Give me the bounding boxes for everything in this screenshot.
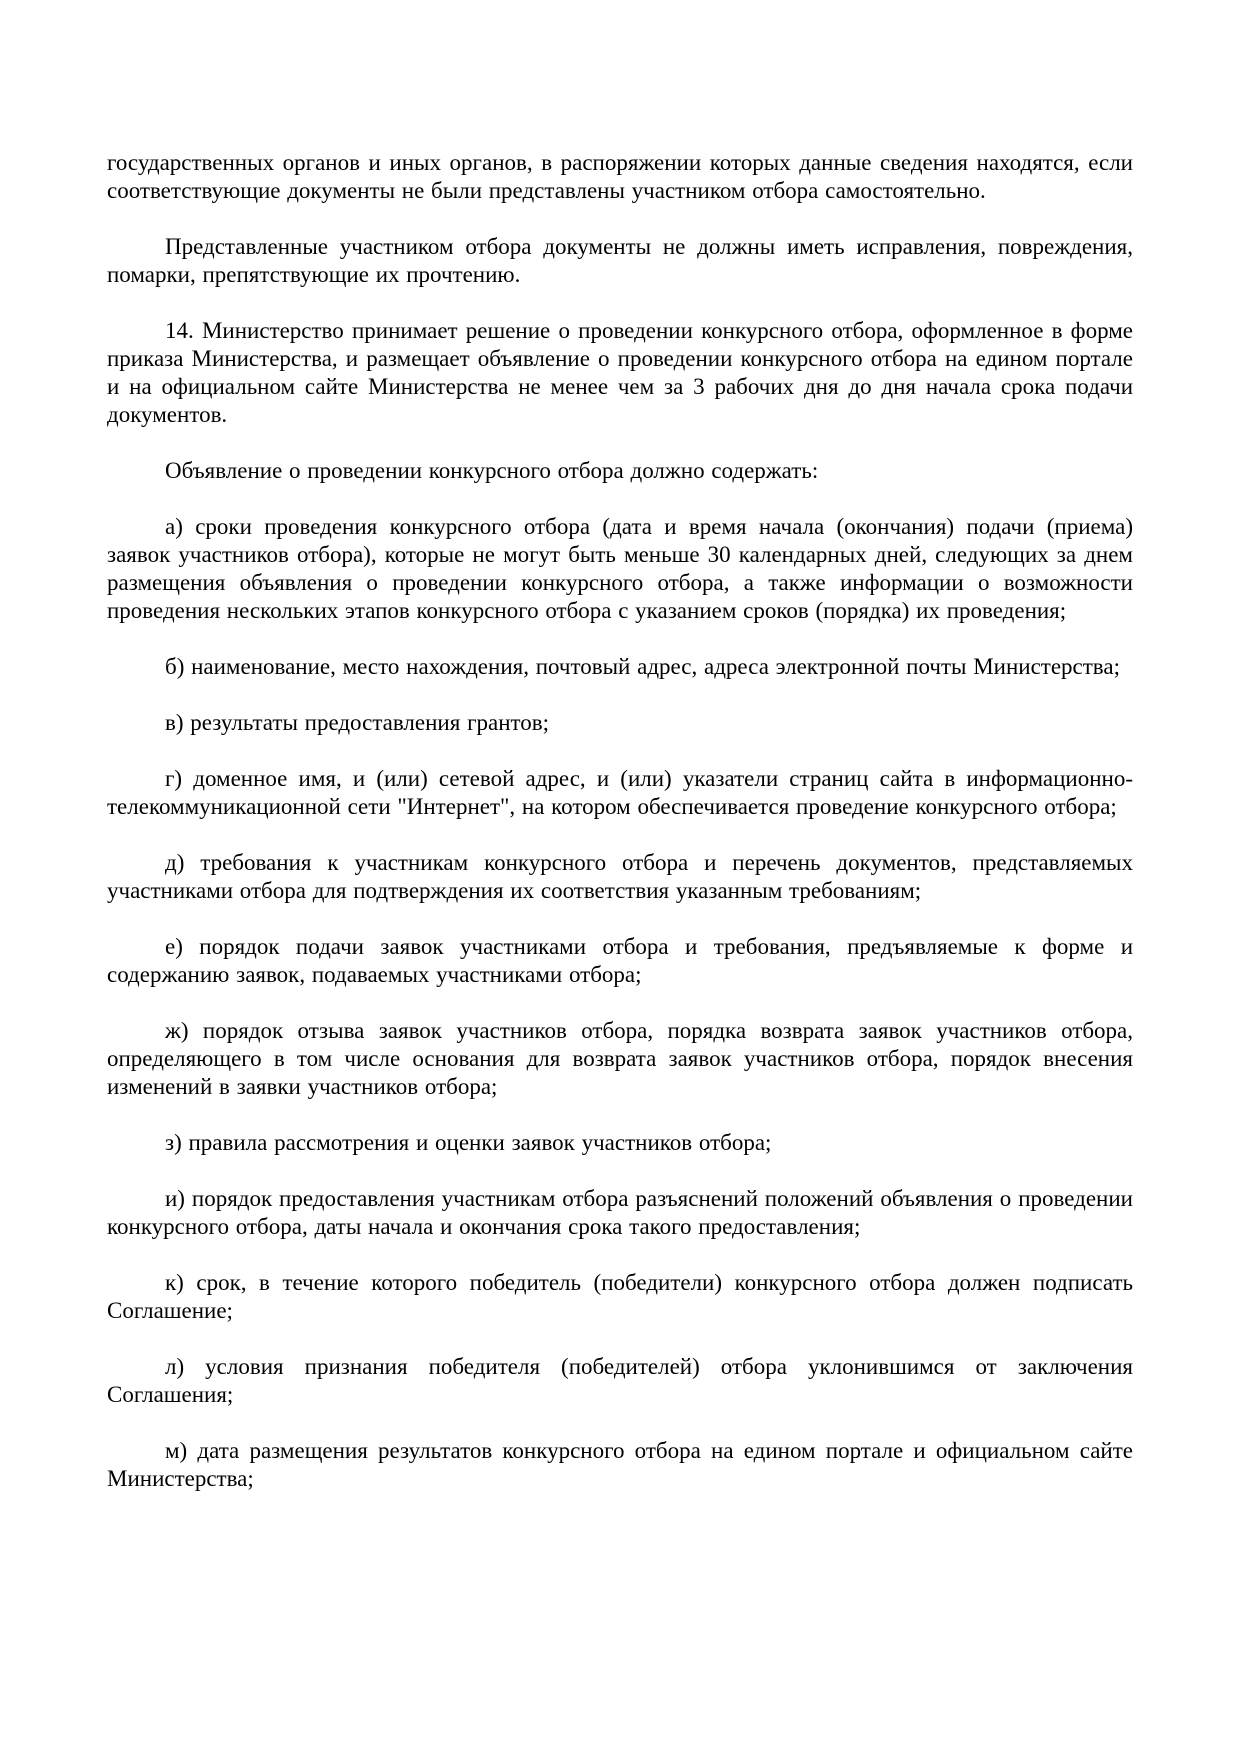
clause-k: к) срок, в течение которого победитель (победители) конкурсного отбора должен подписать Соглашение; — [107, 1270, 1133, 1323]
clause-zh: ж) порядок отзыва заявок участников отбора, порядка возврата заявок участников отбора, определяющего в том числе основания для возврата заявок участников отбора, порядок внесения изменений в заявки участников отбора; — [107, 1018, 1133, 1099]
paragraph-announcement-intro: Объявление о проведении конкурсного отбора должно содержать: — [165, 458, 819, 483]
clause-i: и) порядок предоставления участникам отбора разъяснений положений объявления о проведении конкурсного отбора, даты начала и окончания срока такого предоставления; — [107, 1186, 1133, 1239]
paragraph-item-14: 14. Министерство принимает решение о проведении конкурсного отбора, оформленное в форме приказа Министерства, и размещает объявление о проведении конкурсного отбора на едином портале и на официальном сайте Министерства не менее чем за 3 рабочих дня до дня начала срока подачи документов. — [107, 318, 1133, 427]
clause-l: л) условия признания победителя (победителей) отбора уклонившимся от заключения Соглашения; — [107, 1354, 1133, 1407]
paragraph-continuation: государственных органов и иных органов, в распоряжении которых данные сведения находятся, если соответствующие документы не были представлены участником отбора самостоятельно. — [107, 150, 1133, 203]
clause-g: г) доменное имя, и (или) сетевой адрес, и (или) указатели страниц сайта в информационно-телекоммуникационной сети "Интернет", на котором обеспечивается проведение конкурсного отбора; — [107, 766, 1133, 819]
clause-d: д) требования к участникам конкурсного отбора и перечень документов, представляемых участниками отбора для подтверждения их соответствия указанным требованиям; — [107, 850, 1133, 903]
clause-e: е) порядок подачи заявок участниками отбора и требования, предъявляемые к форме и содержанию заявок, подаваемых участниками отбора; — [107, 934, 1133, 987]
paragraph-documents-condition: Представленные участником отбора документы не должны иметь исправления, повреждения, помарки, препятствующие их прочтению. — [107, 234, 1133, 287]
clause-a: а) сроки проведения конкурсного отбора (дата и время начала (окончания) подачи (приема) заявок участников отбора), которые не могут быть меньше 30 календарных дней, следующих за днем размещения объявления о проведении конкурсного отбора, а также информации о возможности проведения нескольких этапов конкурсного отбора с указанием сроков (порядка) их проведения; — [107, 514, 1133, 623]
clause-b: б) наименование, место нахождения, почтовый адрес, адреса электронной почты Министерства; — [165, 654, 1120, 679]
clause-z: з) правила рассмотрения и оценки заявок участников отбора; — [165, 1130, 772, 1155]
clause-m: м) дата размещения результатов конкурсного отбора на едином портале и официальном сайте Министерства; — [107, 1438, 1133, 1491]
clause-v: в) результаты предоставления грантов; — [165, 710, 550, 735]
